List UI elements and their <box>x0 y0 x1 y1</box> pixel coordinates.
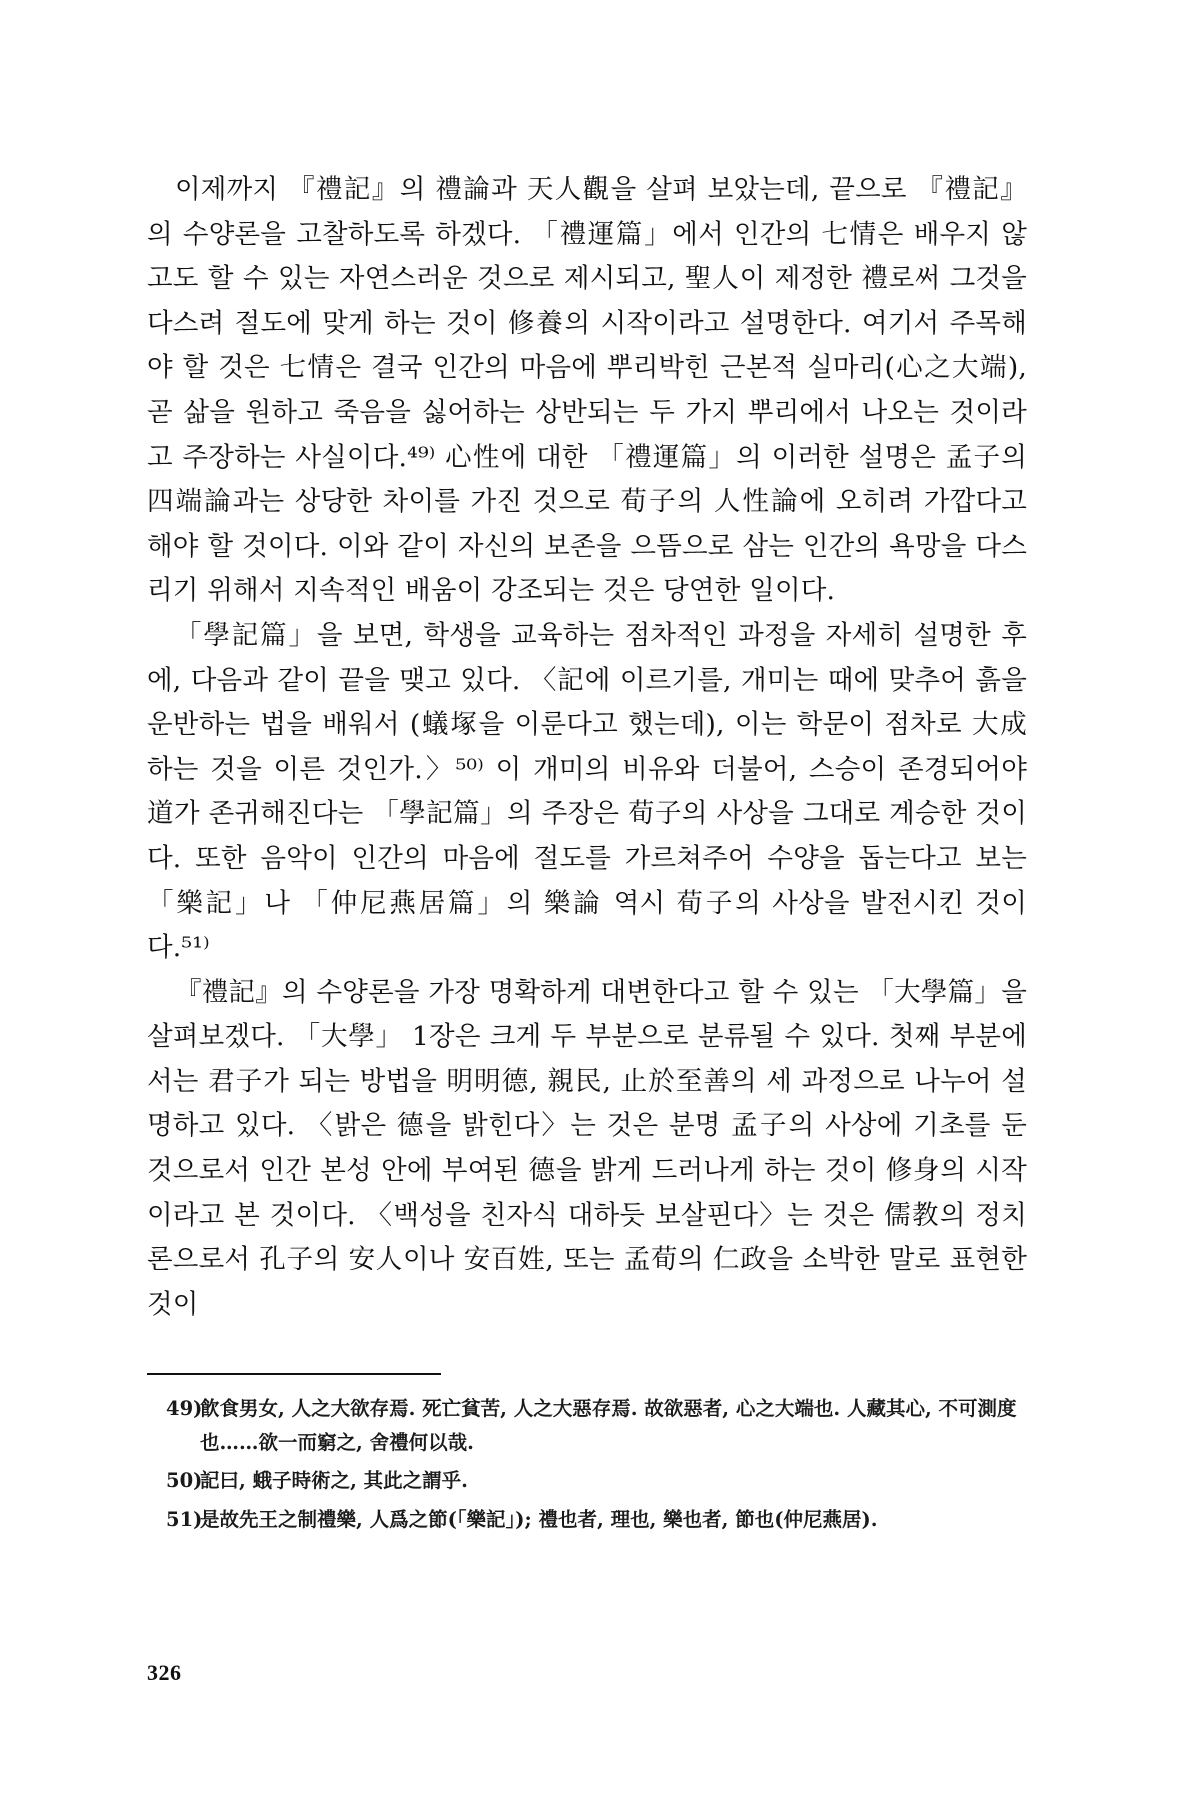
footnote-number: 50) <box>166 1469 203 1492</box>
paragraph-3: 『禮記』의 수양론을 가장 명확하게 대변한다고 할 수 있는 「大學篇」을 살펴보겠다. 「大學」 1장은 크게 두 부분으로 분류될 수 있다. 첫째 부분에서는 君子가 되는 방법을 明明德, 親民, 止於至善의 세 과정으로 나누어 설명하고 있다. 〈밝은 德을 밝힌다〉는 것은 분명 孟子의 사상에 기초를 둔 것으로서 인간 본성 안에 부여된 德을 밝게 드러나게 하는 것이 修身의 시작이라고 본 것이다. 〈백성을 친자식 대하듯 보살핀다〉는 것은 儒教의 정치론으로서 孔子의 安人이나 安百姓, 또는 孟荀의 仁政을 소박한 말로 표현한 것이 <box>147 976 1027 1320</box>
footnote-text: 是故先王之制禮樂, 人爲之節(「樂記」); 禮也者, 理也, 樂也者, 節也(仲尼燕居). <box>200 1507 878 1531</box>
footnote-number: 51) <box>166 1507 203 1531</box>
footnote-text: 飮食男女, 人之大欲存焉. 死亡貧苦, 人之大惡存焉. 故欲惡者, 心之大端也. 人藏其心, 不可測度也……欲一而窮之, 舍禮何以哉. <box>200 1397 1017 1454</box>
paragraph-1: 이제까지 『禮記』의 禮論과 天人觀을 살펴 보았는데, 끝으로 『禮記』의 수양론을 고찰하도록 하겠다. 「禮運篇」에서 인간의 七情은 배우지 않고도 할 수 있는 자연스러운 것으로 제시되고, 聖人이 제정한 禮로써 그것을 다스려 절도에 맞게 하는 것이 修養의 시작이라고 설명한다. 여기서 주목해야 할 것은 七情은 결국 인간의 마음에 뿌리박힌 근본적 실마리(心之大端), 곧 삶을 원하고 죽음을 싫어하는 상반되는 두 가지 뿌리에서 나오는 것이라고 주장하는 사실이다.⁴⁹⁾ 心性에 대한 「禮運篇」의 이러한 설명은 孟子의 四端論과는 상당한 차이를 가진 것으로 荀子의 人性論에 오히려 가깝다고 해야 할 것이다. 이와 같이 자신의 보존을 으뜸으로 삼는 인간의 욕망을 다스리기 위해서 지속적인 배움이 강조되는 것은 당연한 일이다. <box>147 174 1027 607</box>
footnote-number: 49) <box>166 1397 203 1420</box>
paragraph-2: 「學記篇」을 보면, 학생을 교육하는 점차적인 과정을 자세히 설명한 후에, 다음과 같이 끝을 맺고 있다. 〈記에 이르기를, 개미는 때에 맞추어 흙을 운반하는 법을 배워서 (蟻塚을 이룬다고 했는데), 이는 학문이 점차로 大成하는 것을 이른 것인가.〉⁵⁰⁾ 이 개미의 비유와 더불어, 스승이 존경되어야 道가 존귀해진다는 「學記篇」의 주장은 荀子의 사상을 그대로 계승한 것이다. 또한 음악이 인간의 마음에 절도를 가르쳐주어 수양을 돕는다고 보는 「樂記」나 「仲尼燕居篇」의 樂論 역시 荀子의 사상을 발전시킨 것이다.⁵¹⁾ <box>147 619 1028 964</box>
footnote-text: 記曰, 蛾子時術之, 其此之謂乎. <box>200 1469 468 1492</box>
footnote-51 <box>166 1503 1026 1537</box>
page-number: 326 <box>147 1660 182 1685</box>
body-text <box>147 168 1027 1327</box>
footnote-49 <box>166 1392 1026 1459</box>
footnote-50 <box>166 1464 1026 1498</box>
footnotes <box>166 1392 1026 1541</box>
footnote-divider <box>147 1373 441 1375</box>
